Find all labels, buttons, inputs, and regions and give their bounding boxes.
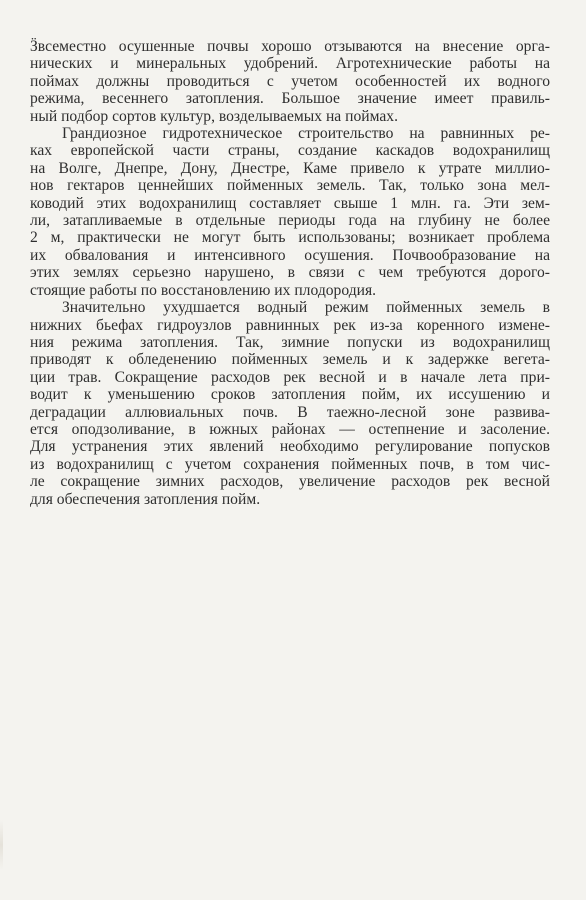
text-line: ле сокращение зимних расходов, увеличение расходов рек весной xyxy=(30,473,550,491)
paragraph-1 xyxy=(30,38,550,125)
text-line: ный подбор сортов культур, возделываемых на поймах. xyxy=(30,107,398,125)
text-line: на Волге, Днепре, Дону, Днестре, Каме привело к утрате миллио- xyxy=(30,159,550,177)
text-line: нижних бьефах гидроузлов равнинных рек из-за коренного измене- xyxy=(30,316,550,334)
text-line: Ӟвсеместно осушенные почвы хорошо отзываются на внесение орга- xyxy=(30,38,550,55)
paragraph-3 xyxy=(30,299,550,508)
text-line: ции трав. Сокращение расходов рек весной и в начале лета при- xyxy=(30,368,550,386)
text-line: из водохранилищ с учетом сохранения пойменных почв, в том чис- xyxy=(30,455,550,473)
text-line: поймах должны проводиться с учетом особенностей их водного xyxy=(30,72,550,90)
text-line: приводят к обледенению пойменных земель и к задержке вегета- xyxy=(30,351,550,369)
text-line: этих землях серьезно нарушено, в связи с чем требуются дорого- xyxy=(30,264,550,282)
text-line: ли, затапливаемые в отдельные периоды года на глубину не более xyxy=(30,212,550,230)
page-body xyxy=(30,38,550,508)
text-line: ках европейской части страны, создание каскадов водохранилищ xyxy=(30,142,550,160)
text-line: нических и минеральных удобрений. Агротехнические работы на xyxy=(30,55,550,73)
text-line: Значительно ухудшается водный режим пойменных земель в xyxy=(62,299,550,317)
text-line: водит к уменьшению сроков затопления пойм, их иссушению и xyxy=(30,386,550,404)
text-line: ется оподзоливание, в южных районах — остепнение и засоление. xyxy=(30,420,550,438)
paragraph-2 xyxy=(30,125,550,299)
text-line: ния режима затопления. Так, зимние попуски из водохранилищ xyxy=(30,333,550,351)
text-line: Для устранения этих явлений необходимо регулирование попусков xyxy=(30,438,550,456)
text-line: ководий этих водохранилищ составляет свыше 1 млн. га. Эти зем- xyxy=(30,194,550,212)
text-line: для обеспечения затопления пойм. xyxy=(30,490,261,508)
text-line: деградации аллювиальных почв. В таежно-лесной зоне развива- xyxy=(30,403,550,421)
scan-edge-mark xyxy=(0,820,3,870)
text-line: режима, весеннего затопления. Большое значение имеет правиль- xyxy=(30,90,550,108)
text-line: стоящие работы по восстановлению их плодородия. xyxy=(30,281,377,299)
text-line: нов гектаров ценнейших пойменных земель. Так, только зона мел- xyxy=(30,177,550,195)
text-line: 2 м, практически не могут быть использованы; возникает проблема xyxy=(30,229,550,247)
text-line: Грандиозное гидротехническое строительство на равнинных ре- xyxy=(62,125,550,143)
text-line: их обвалования и интенсивного осушения. Почвообразование на xyxy=(30,246,550,264)
